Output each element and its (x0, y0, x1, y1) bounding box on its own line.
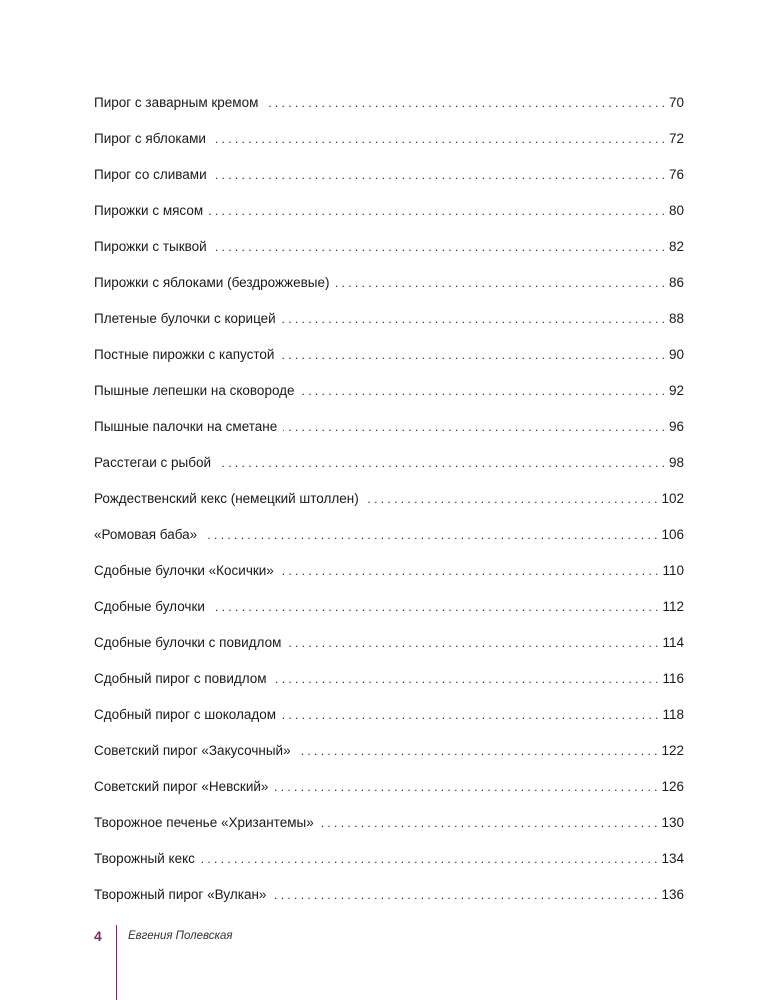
toc-entry-page: 92 (668, 383, 684, 398)
toc-dot-leader (212, 128, 665, 150)
toc-entry-title: Пирожки с мясом (94, 203, 204, 218)
toc-entry-title: Пышные лепешки на сковороде (94, 383, 295, 398)
toc-dot-leader (213, 236, 665, 258)
toc-entry-page: 98 (668, 455, 684, 470)
toc-dot-leader (280, 560, 659, 582)
toc-entry[interactable] (94, 704, 684, 740)
toc-entry[interactable] (94, 272, 684, 308)
toc-entry-title: Сдобный пирог с шоколадом (94, 707, 277, 722)
toc-entry[interactable] (94, 308, 684, 344)
toc-entry-page: 72 (668, 131, 684, 146)
toc-dot-leader (213, 164, 665, 186)
toc-entry-title: Пирог с яблоками (94, 131, 206, 146)
toc-dot-leader (264, 92, 665, 114)
toc-entry-title: Сдобный пирог с повидлом (94, 671, 267, 686)
toc-entry-title: Плетеные булочки с корицей (94, 311, 276, 326)
toc-entry-page: 80 (668, 203, 684, 218)
toc-entry-page: 112 (662, 599, 684, 614)
toc-dot-leader (297, 740, 658, 762)
toc-entry[interactable] (94, 812, 684, 848)
toc-entry[interactable] (94, 236, 684, 272)
toc-entry[interactable] (94, 848, 684, 884)
toc-entry-title: Пирог со сливами (94, 167, 207, 182)
toc-entry-title: Расстегаи с рыбой (94, 455, 212, 470)
toc-dot-leader (211, 596, 659, 618)
toc-entry-title: Пышные палочки на сметане (94, 419, 278, 434)
toc-entry[interactable] (94, 92, 684, 128)
toc-entry-page: 86 (668, 275, 684, 290)
toc-dot-leader (280, 344, 665, 366)
toc-dot-leader (209, 200, 665, 222)
toc-entry[interactable] (94, 776, 684, 812)
author-name: Евгения Полевская (128, 930, 233, 942)
toc-entry[interactable] (94, 560, 684, 596)
toc-dot-leader (273, 668, 659, 690)
toc-entry[interactable] (94, 200, 684, 236)
toc-entry-page: 122 (661, 743, 684, 758)
toc-entry-title: Сдобные булочки с повидлом (94, 635, 282, 650)
toc-entry[interactable] (94, 524, 684, 560)
page-number: 4 (94, 928, 102, 944)
toc-entry[interactable] (94, 164, 684, 200)
toc-dot-leader (320, 812, 658, 834)
toc-dot-leader (283, 416, 665, 438)
toc-entry-page: 90 (668, 347, 684, 362)
toc-entry-title: Творожный кекс (94, 851, 195, 866)
toc-entry[interactable] (94, 416, 684, 452)
toc-entry[interactable] (94, 632, 684, 668)
toc-entry-page: 82 (668, 239, 684, 254)
table-of-contents (94, 92, 684, 920)
toc-entry[interactable] (94, 344, 684, 380)
toc-entry-title: Пирожки с тыквой (94, 239, 207, 254)
toc-dot-leader (365, 488, 658, 510)
toc-entry-title: Сдобные булочки (94, 599, 205, 614)
toc-entry-title: Советский пирог «Невский» (94, 779, 269, 794)
page-footer (0, 925, 762, 1000)
toc-dot-leader (201, 848, 658, 870)
toc-entry-title: Творожное печенье «Хризантемы» (94, 815, 314, 830)
toc-entry-page: 134 (661, 851, 684, 866)
toc-entry[interactable] (94, 128, 684, 164)
toc-entry-title: «Ромовая баба» (94, 527, 198, 542)
toc-entry-title: Пирог с заварным кремом (94, 95, 259, 110)
toc-entry[interactable] (94, 740, 684, 776)
toc-entry-title: Постные пирожки с капустой (94, 347, 275, 362)
toc-entry[interactable] (94, 380, 684, 416)
toc-entry-page: 126 (661, 779, 684, 794)
toc-entry-page: 106 (661, 527, 684, 542)
toc-entry-page: 110 (662, 563, 684, 578)
toc-dot-leader (282, 308, 665, 330)
toc-entry-title: Сдобные булочки «Косички» (94, 563, 274, 578)
toc-entry-title: Творожный пирог «Вулкан» (94, 887, 267, 902)
toc-entry-page: 130 (661, 815, 684, 830)
toc-entry-page: 102 (661, 491, 684, 506)
toc-dot-leader (217, 452, 665, 474)
toc-entry-page: 88 (668, 311, 684, 326)
toc-entry-page: 136 (661, 887, 684, 902)
toc-entry-page: 70 (668, 95, 684, 110)
toc-entry[interactable] (94, 668, 684, 704)
toc-entry[interactable] (94, 452, 684, 488)
toc-entry[interactable] (94, 596, 684, 632)
footer-divider (116, 925, 117, 1000)
toc-entry[interactable] (94, 488, 684, 524)
toc-dot-leader (282, 704, 658, 726)
toc-dot-leader (301, 380, 665, 402)
toc-entry-page: 118 (662, 707, 684, 722)
toc-dot-leader (274, 776, 657, 798)
toc-entry-page: 116 (662, 671, 684, 686)
toc-entry-title: Советский пирог «Закусочный» (94, 743, 291, 758)
toc-entry-title: Пирожки с яблоками (бездрожжевые) (94, 275, 330, 290)
toc-entry-page: 76 (668, 167, 684, 182)
toc-entry-page: 114 (662, 635, 684, 650)
toc-entry-title: Рождественский кекс (немецкий штоллен) (94, 491, 359, 506)
toc-dot-leader (272, 884, 657, 906)
toc-dot-leader (335, 272, 665, 294)
toc-entry-page: 96 (668, 419, 684, 434)
toc-dot-leader (287, 632, 658, 654)
toc-entry[interactable] (94, 884, 684, 920)
toc-dot-leader (203, 524, 657, 546)
